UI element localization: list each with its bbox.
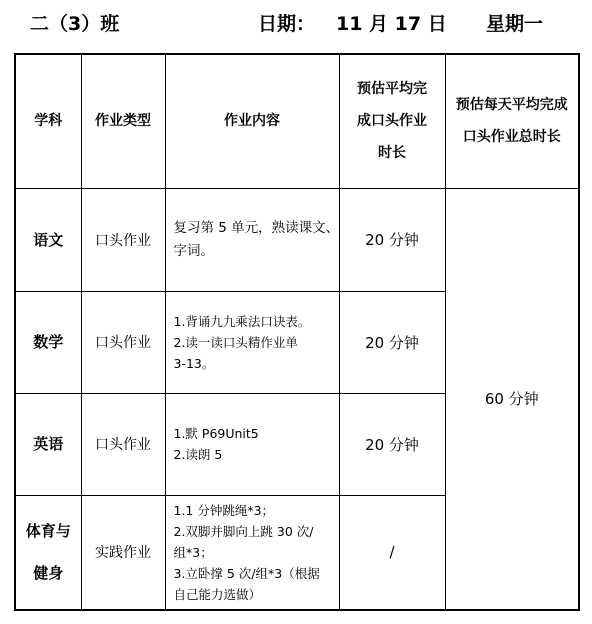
type-cell: 实践作业 (81, 495, 165, 610)
duration-cell: 20 分钟 (339, 188, 445, 291)
column-header-avg-time (339, 54, 445, 188)
table-header-row (15, 54, 579, 188)
subject-cell: 英语 (15, 393, 81, 495)
duration-cell: 20 分钟 (339, 393, 445, 495)
content-cell: 复习第 5 单元，熟读课文、 字词。 (165, 188, 339, 291)
type-cell: 口头作业 (81, 393, 165, 495)
header-line: 预估每天平均完成 (455, 97, 568, 114)
type-cell: 口头作业 (81, 291, 165, 393)
header-line: 时长 (378, 145, 406, 162)
date-label: 日期： (258, 13, 316, 35)
class-name: 二（3）班 (30, 13, 120, 35)
header-line: 成口头作业 (357, 113, 427, 130)
column-header-total-time (445, 54, 579, 188)
column-header-type: 作业类型 (81, 54, 165, 188)
total-time-cell: 60 分钟 (445, 188, 579, 610)
content-cell: 1.1 分钟跳绳*3； 2.双脚并脚向上跳 30 次/ 组*3； 3.立卧撑 5 次/组*3（根据 自己能力选做） (165, 495, 339, 610)
duration-cell: 20 分钟 (339, 291, 445, 393)
header-line: 口头作业总时长 (462, 129, 561, 146)
subject-cell: 语文 (15, 188, 81, 291)
homework-table (14, 53, 580, 611)
header-line: 预估平均完 (357, 81, 427, 98)
content-cell: 1.背诵九九乘法口诀表。 2.读一读口头精作业单 3-13。 (165, 291, 339, 393)
column-header-content: 作业内容 (165, 54, 339, 188)
date-value: 11 月 17 日 (336, 13, 447, 35)
content-cell: 1.默 P69Unit5 2.读朗 5 (165, 393, 339, 495)
subject-cell: 数学 (15, 291, 81, 393)
duration-cell: / (339, 495, 445, 610)
table-row (15, 188, 579, 291)
subject-cell: 体育与 健身 (15, 495, 81, 610)
type-cell: 口头作业 (81, 188, 165, 291)
weekday: 星期一 (486, 13, 544, 35)
page-header (0, 0, 592, 46)
column-header-subject: 学科 (15, 54, 81, 188)
